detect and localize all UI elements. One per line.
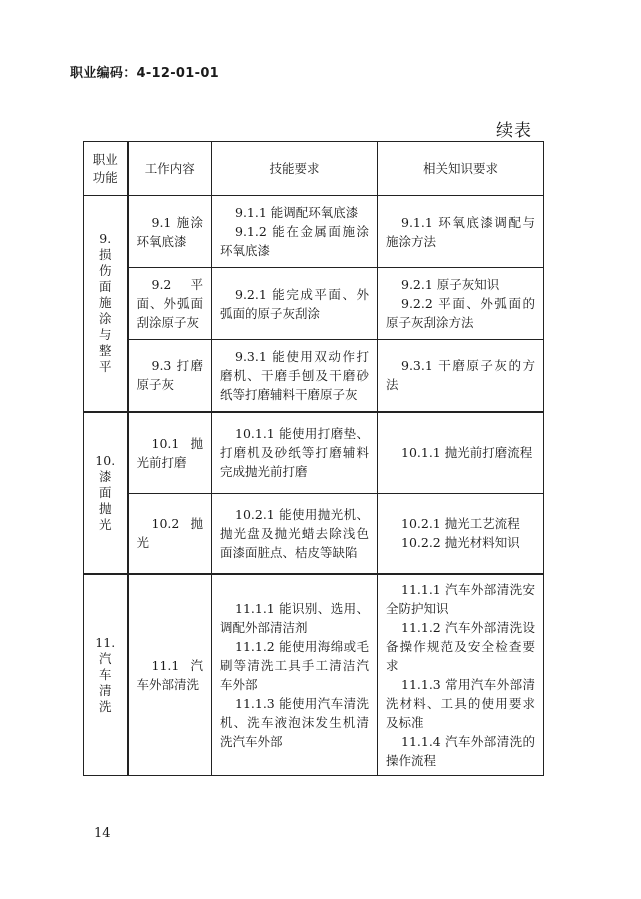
function-char: 与 <box>98 327 112 343</box>
content-text: 9.2 平面、外弧面刮涂原子灰 <box>136 277 203 330</box>
knowledge-item: 9.2.2 平面、外弧面的原子灰刮涂方法 <box>386 296 535 330</box>
content-text: 10.2 抛光 <box>136 516 203 551</box>
content-cell <box>128 494 212 574</box>
knowledge-item: 10.1.1 抛光前打磨流程 <box>401 445 533 461</box>
knowledge-item: 11.1.2 汽车外部清洗设备操作规范及安全检查要求 <box>386 619 535 673</box>
content-cell <box>128 412 212 494</box>
function-char: 漆 <box>98 468 112 484</box>
function-char: 11. <box>95 634 116 650</box>
skills-item: 10.1.1 能使用打磨垫、打磨机及砂纸等打磨辅料完成抛光前打磨 <box>220 426 369 480</box>
skills-table <box>83 141 544 776</box>
header-function-line2: 功能 <box>92 169 118 185</box>
skills-item: 11.1.2 能使用海绵或毛刷等清洗工具手工清洁汽车外部 <box>220 638 369 692</box>
table-body <box>84 196 544 776</box>
function-char: 清 <box>98 682 112 698</box>
content-text: 9.1 施涂环氧底漆 <box>136 214 203 249</box>
function-char: 涂 <box>98 311 112 327</box>
knowledge-cell <box>378 412 544 494</box>
function-char: 车 <box>98 666 112 682</box>
function-char: 施 <box>98 295 112 311</box>
content-cell <box>128 268 212 340</box>
function-char: 抛 <box>98 500 112 516</box>
skills-cell <box>212 196 378 268</box>
function-char: 整 <box>98 343 112 359</box>
knowledge-item: 11.1.4 汽车外部清洗的操作流程 <box>386 733 535 768</box>
function-char: 面 <box>98 279 112 295</box>
knowledge-item: 11.1.3 常用汽车外部清洗材料、工具的使用要求及标准 <box>386 676 535 730</box>
header-content: 工作内容 <box>128 142 212 196</box>
function-char: 光 <box>98 516 112 532</box>
knowledge-cell <box>378 494 544 574</box>
skills-item: 9.1.1 能调配环氧底漆 <box>235 205 359 220</box>
content-text: 11.1 汽车外部清洗 <box>136 657 203 692</box>
header-knowledge: 相关知识要求 <box>378 142 544 196</box>
skills-item: 9.3.1 能使用双动作打磨机、干磨手刨及干磨砂纸等打磨辅料干磨原子灰 <box>220 348 369 402</box>
content-text: 9.3 打磨原子灰 <box>136 358 203 393</box>
occupation-code: 职业编码：4-12-01-01 <box>70 66 220 81</box>
function-char: 伤 <box>98 263 112 279</box>
function-char: 损 <box>98 247 112 263</box>
skills-item: 9.1.2 能在金属面施涂环氧底漆 <box>220 224 369 258</box>
table-row <box>84 494 544 574</box>
table-row <box>84 268 544 340</box>
knowledge-item: 9.2.1 原子灰知识 <box>401 277 500 292</box>
skills-item: 10.2.1 能使用抛光机、抛光盘及抛光蜡去除浅色面漆面脏点、桔皮等缺陷 <box>220 506 369 560</box>
knowledge-item: 10.2.2 抛光材料知识 <box>401 535 520 551</box>
continued-label: 续表 <box>496 121 532 141</box>
header-skills: 技能要求 <box>212 142 378 196</box>
skills-cell <box>212 340 378 412</box>
skills-item: 9.2.1 能完成平面、外弧面的原子灰刮涂 <box>220 286 369 321</box>
function-char: 汽 <box>98 650 112 666</box>
knowledge-cell <box>378 340 544 412</box>
skills-cell <box>212 494 378 574</box>
function-char: 平 <box>98 359 112 375</box>
skills-item: 11.1.3 能使用汽车清洗机、洗车液泡沫发生机清洗汽车外部 <box>220 695 369 749</box>
skills-cell <box>212 268 378 340</box>
table-row <box>84 574 544 776</box>
function-char: 10. <box>95 452 116 468</box>
skills-cell <box>212 412 378 494</box>
page-number: 14 <box>94 826 111 841</box>
function-cell <box>84 574 128 776</box>
knowledge-cell <box>378 268 544 340</box>
table-row <box>84 196 544 268</box>
content-text: 10.1 抛光前打磨 <box>136 435 203 470</box>
content-cell <box>128 196 212 268</box>
function-cell <box>84 196 128 412</box>
knowledge-item: 9.1.1 环氧底漆调配与施涂方法 <box>386 214 535 249</box>
knowledge-item: 11.1.1 汽车外部清洗安全防护知识 <box>386 581 535 616</box>
table-row <box>84 412 544 494</box>
table-row <box>84 340 544 412</box>
content-cell <box>128 340 212 412</box>
skills-item: 11.1.1 能识别、选用、调配外部清洁剂 <box>220 600 369 635</box>
header-function-line1: 职业 <box>92 151 118 167</box>
function-char: 9. <box>99 231 112 247</box>
function-cell <box>84 412 128 574</box>
skills-cell <box>212 574 378 776</box>
knowledge-cell <box>378 196 544 268</box>
knowledge-item: 9.3.1 干磨原子灰的方法 <box>386 358 535 393</box>
function-char: 面 <box>98 484 112 500</box>
content-cell <box>128 574 212 776</box>
knowledge-cell <box>378 574 544 776</box>
table-header-row <box>84 142 544 196</box>
header-function <box>84 142 128 196</box>
function-char: 洗 <box>98 698 112 714</box>
knowledge-item: 10.2.1 抛光工艺流程 <box>401 516 520 532</box>
